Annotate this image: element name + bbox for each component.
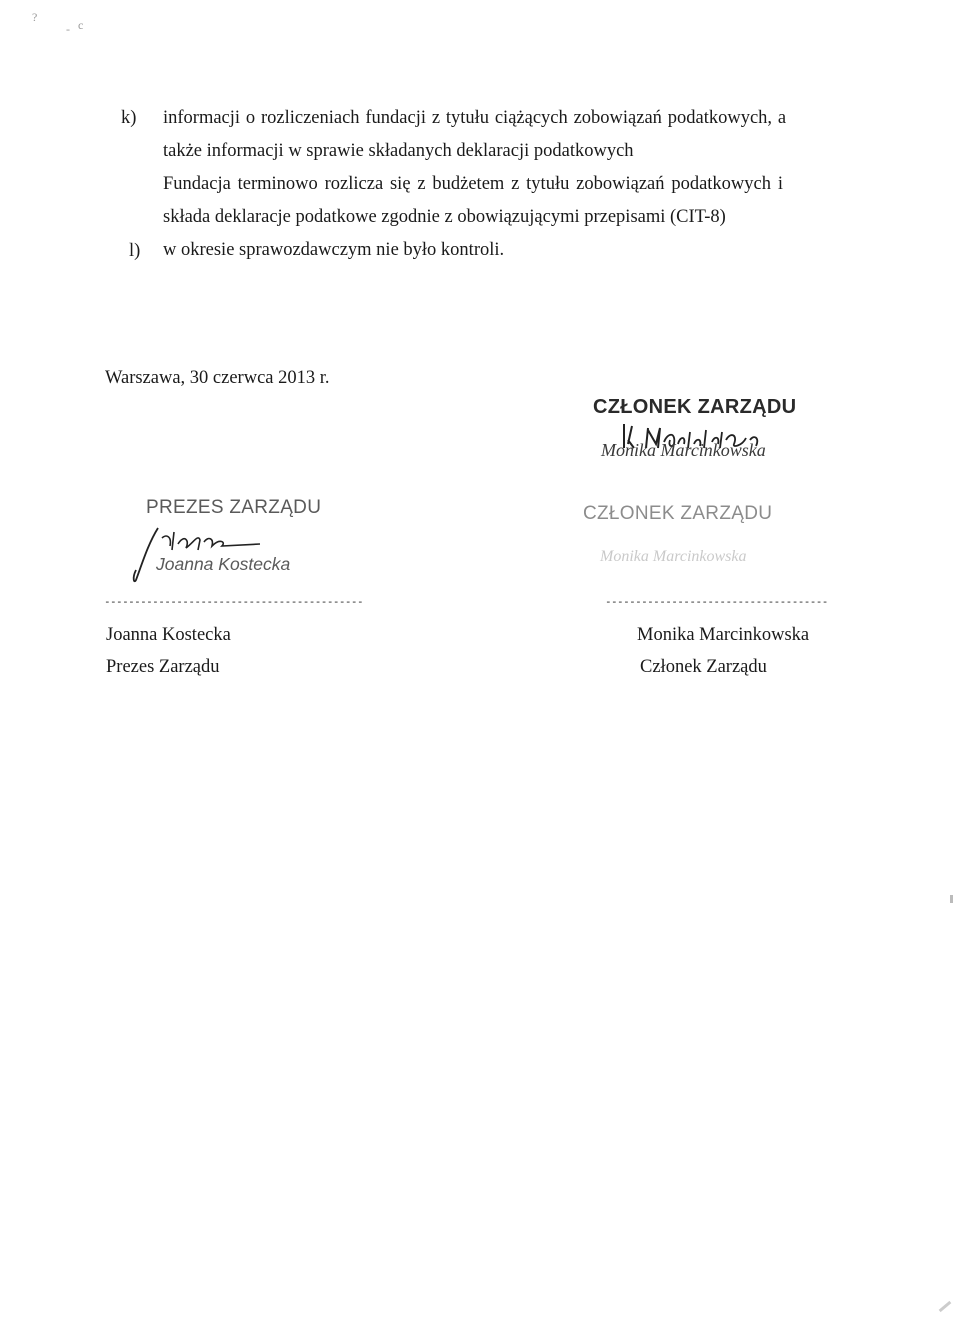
signatory-left-role: Prezes Zarządu <box>106 657 220 677</box>
signatory-left-name: Joanna Kostecka <box>106 625 231 645</box>
signatory-right-name: Monika Marcinkowska <box>637 625 810 645</box>
stamp-member-name: Monika Marcinkowska <box>601 440 766 460</box>
signature-line-right: ------------------------------------- <box>605 595 828 608</box>
stamp-president-title: PREZES ZARZĄDU <box>146 497 322 518</box>
corner-mark: c <box>78 18 84 32</box>
stamp-member-faded-name: Monika Marcinkowska <box>600 548 747 565</box>
corner-mark: - <box>66 22 70 36</box>
list-item-l-line-1: w okresie sprawozdawczym nie było kontroli. <box>163 240 505 260</box>
stamp-member-title: CZŁONEK ZARZĄDU <box>593 396 797 418</box>
corner-mark: ? <box>32 10 38 24</box>
scan-edge-mark <box>950 895 953 903</box>
signatory-right-role: Członek Zarządu <box>640 657 767 677</box>
stamp-member-faded-title: CZŁONEK ZARZĄDU <box>583 503 773 524</box>
place-date: Warszawa, 30 czerwca 2013 r. <box>105 368 330 388</box>
list-item-k-line-2: także informacji w sprawie składanych deklaracji podatkowych <box>163 141 634 161</box>
scan-edge-mark <box>939 1301 952 1312</box>
list-item-k-line-3: Fundacja terminowo rozlicza się z budżetem z tytułu zobowiązań podatkowych i <box>163 174 783 194</box>
list-item-k-line-4: składa deklaracje podatkowe zgodnie z obowiązującymi przepisami (CIT-8) <box>163 207 726 227</box>
list-marker-k: k) <box>121 108 137 128</box>
stamp-president-name: Joanna Kostecka <box>156 554 291 574</box>
signature-line-left: ------------------------------------------- <box>104 595 363 608</box>
list-marker-l: l) <box>129 241 141 261</box>
list-item-k-line-1: informacji o rozliczeniach fundacji z tytułu ciążących zobowiązań podatkowych, a <box>163 108 787 128</box>
